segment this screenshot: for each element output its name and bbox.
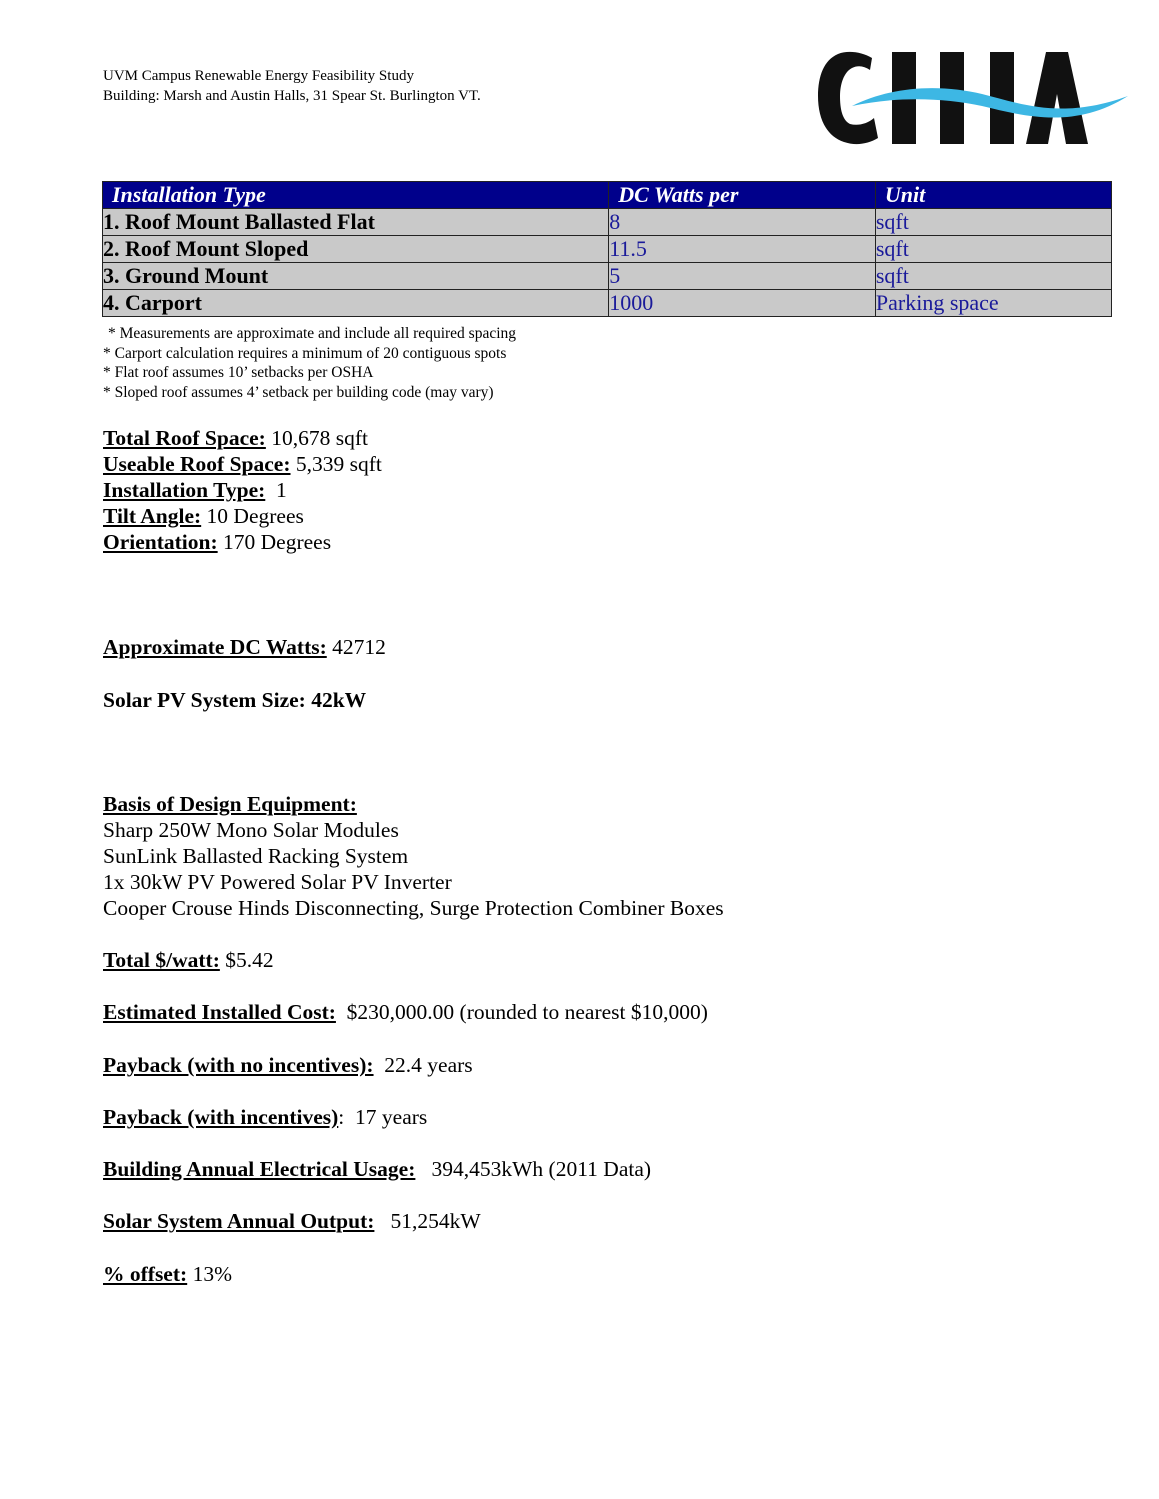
installation-type-value: 1 — [265, 478, 287, 502]
equipment-section — [103, 791, 724, 921]
document-header — [103, 66, 481, 106]
total-dollar-per-watt — [103, 947, 274, 973]
total-watt-value: $5.42 — [219, 948, 274, 972]
table-row — [103, 236, 1112, 263]
building-line: Building: Marsh and Austin Halls, 31 Spear St. Burlington VT. — [103, 88, 481, 104]
useable-roof-space-value: 5,339 sqft — [290, 452, 382, 476]
payback-no-incentives — [103, 1052, 473, 1078]
dc-watts-value: 42712 — [326, 635, 386, 659]
payback-with-incentives — [103, 1104, 427, 1130]
useable-roof-space-label: Useable Roof Space: — [103, 452, 291, 476]
header-dc-watts-per: DC Watts per — [609, 182, 876, 209]
payback-no-value: 22.4 years — [373, 1053, 473, 1077]
payback-yes-label: Payback (with incentives) — [103, 1105, 339, 1129]
table-row — [103, 290, 1112, 317]
equipment-item: Sharp 250W Mono Solar Modules — [103, 818, 399, 842]
tilt-angle-value: 10 Degrees — [201, 504, 304, 528]
cha-logo — [812, 44, 1130, 148]
table-row — [103, 209, 1112, 236]
approximate-dc-watts — [103, 634, 386, 660]
percent-offset — [103, 1261, 232, 1287]
installation-type — [103, 477, 382, 503]
table-header-row — [103, 182, 1112, 209]
row-type: 2. Roof Mount Sloped — [103, 236, 609, 263]
equipment-label: Basis of Design Equipment: — [103, 792, 357, 816]
total-roof-space-value: 10,678 sqft — [265, 426, 368, 450]
estimated-installed-cost — [103, 999, 708, 1025]
header-unit: Unit — [875, 182, 1111, 209]
row-unit: sqft — [875, 209, 1111, 236]
total-watt-label: Total $/watt: — [103, 948, 220, 972]
orientation-label: Orientation: — [103, 530, 218, 554]
output-value: 51,254kW — [374, 1209, 481, 1233]
row-watts: 11.5 — [609, 236, 876, 263]
payback-no-label: Payback (with no incentives): — [103, 1053, 374, 1077]
usage-value: 394,453kWh (2011 Data) — [415, 1157, 652, 1181]
roof-specs — [103, 425, 382, 555]
note-line: * Sloped roof assumes 4’ setback per building code (may vary) — [103, 383, 494, 401]
usage-label: Building Annual Electrical Usage: — [103, 1157, 416, 1181]
row-type: 1. Roof Mount Ballasted Flat — [103, 209, 609, 236]
tilt-angle — [103, 503, 382, 529]
table-notes — [103, 324, 516, 402]
tilt-angle-label: Tilt Angle: — [103, 504, 202, 528]
building-annual-usage — [103, 1156, 651, 1182]
dc-watts-label: Approximate DC Watts: — [103, 635, 327, 659]
row-type: 3. Ground Mount — [103, 263, 609, 290]
row-watts: 1000 — [609, 290, 876, 317]
total-roof-space — [103, 425, 382, 451]
note-line: * Flat roof assumes 10’ setbacks per OSHA — [103, 364, 374, 381]
header-installation-type: Installation Type — [103, 182, 609, 209]
note-line: * Carport calculation requires a minimum of 20 contiguous spots — [103, 344, 507, 362]
cost-value: $230,000.00 (rounded to nearest $10,000) — [335, 1000, 708, 1024]
installation-type-table — [102, 181, 1112, 317]
solar-annual-output — [103, 1208, 481, 1234]
study-title: UVM Campus Renewable Energy Feasibility Study — [103, 68, 414, 84]
equipment-item: SunLink Ballasted Racking System — [103, 844, 409, 868]
offset-value: 13% — [187, 1262, 232, 1286]
equipment-item: 1x 30kW PV Powered Solar PV Inverter — [103, 870, 452, 894]
table-row — [103, 263, 1112, 290]
installation-type-label: Installation Type: — [103, 478, 266, 502]
row-unit: sqft — [875, 263, 1111, 290]
orientation-value: 170 Degrees — [217, 530, 332, 554]
orientation — [103, 529, 382, 555]
row-unit: Parking space — [875, 290, 1111, 317]
row-watts: 5 — [609, 263, 876, 290]
row-type: 4. Carport — [103, 290, 609, 317]
cost-label: Estimated Installed Cost: — [103, 1000, 336, 1024]
equipment-item: Cooper Crouse Hinds Disconnecting, Surge Protection Combiner Boxes — [103, 896, 724, 920]
output-label: Solar System Annual Output: — [103, 1209, 375, 1233]
system-size: Solar PV System Size: 42kW — [103, 688, 367, 712]
row-watts: 8 — [609, 209, 876, 236]
note-line: * Measurements are approximate and include all required spacing — [108, 325, 517, 342]
row-unit: sqft — [875, 236, 1111, 263]
total-roof-space-label: Total Roof Space: — [103, 426, 266, 450]
useable-roof-space — [103, 451, 382, 477]
offset-label: % offset: — [103, 1262, 188, 1286]
payback-yes-value: : 17 years — [338, 1105, 428, 1129]
